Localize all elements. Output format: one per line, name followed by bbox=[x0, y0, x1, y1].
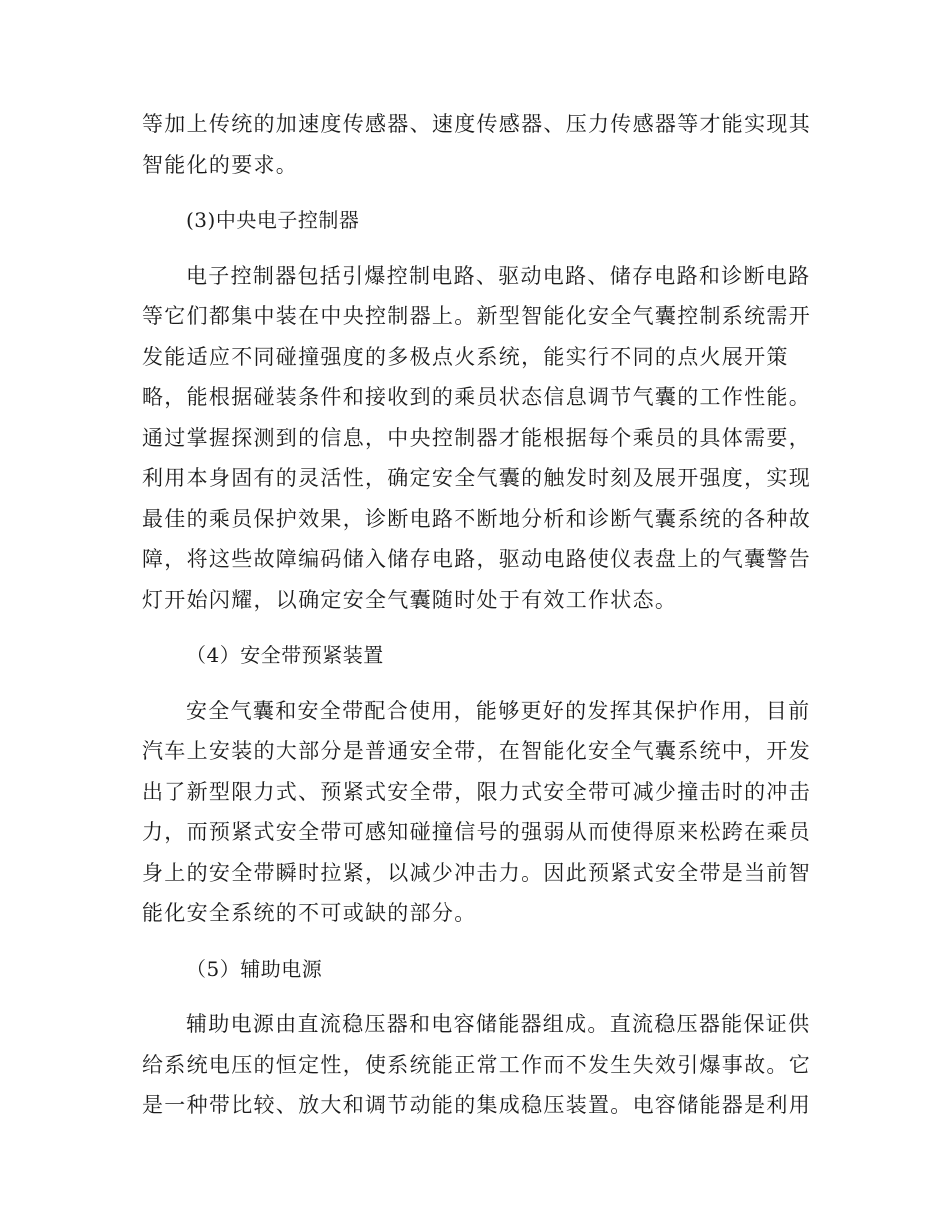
text-line: 通过掌握探测到的信息，中央控制器才能根据每个乘员的具体需要， bbox=[142, 425, 811, 450]
section-heading-4: （4）安全带预紧装置 bbox=[186, 643, 384, 667]
text-line: 汽车上安装的大部分是普通安全带，在智能化安全气囊系统中，开发 bbox=[142, 739, 811, 763]
text-line: 障，将这些故障编码储入储存电路，驱动电路使仪表盘上的气囊警告 bbox=[142, 547, 811, 571]
text-line: 最佳的乘员保护效果，诊断电路不断地分析和诊断气囊系统的各种故 bbox=[142, 506, 811, 531]
text-line: 辅助电源由直流稳压器和电容储能器组成。直流稳压器能保证供 bbox=[186, 1012, 811, 1036]
text-line: 身上的安全带瞬时拉紧，以减少冲击力。因此预紧式安全带是当前智 bbox=[142, 860, 811, 885]
text-line: 智能化的要求。 bbox=[142, 152, 299, 177]
section-heading-3: (3)中央电子控制器 bbox=[186, 208, 360, 232]
text-line: 灯开始闪耀，以确定安全气囊随时处于有效工作状态。 bbox=[142, 587, 678, 612]
text-line: 电子控制器包括引爆控制电路、驱动电路、储存电路和诊断电路 bbox=[186, 263, 811, 288]
text-line: 力，而预紧式安全带可感知碰撞信号的强弱从而使得原来松跨在乘员 bbox=[142, 820, 811, 844]
text-line: 出了新型限力式、预紧式安全带，限力式安全带可减少撞击时的冲击 bbox=[142, 779, 811, 804]
text-line: 安全气囊和安全带配合使用，能够更好的发挥其保护作用，目前 bbox=[186, 698, 811, 723]
text-line: 等加上传统的加速度传感器、速度传感器、压力传感器等才能实现其 bbox=[142, 112, 811, 136]
text-line: 等它们都集中装在中央控制器上。新型智能化安全气囊控制系统需开 bbox=[142, 304, 811, 328]
text-line: 利用本身固有的灵活性，确定安全气囊的触发时刻及展开强度，实现 bbox=[142, 466, 811, 490]
text-line: 略，能根据碰装条件和接收到的乘员状态信息调节气囊的工作性能。 bbox=[142, 385, 811, 409]
text-line: 发能适应不同碰撞强度的多极点火系统，能实行不同的点火展开策 bbox=[142, 344, 789, 369]
document-page bbox=[142, 104, 811, 1126]
text-line: 能化安全系统的不可或缺的部分。 bbox=[142, 901, 477, 925]
section-heading-5: （5）辅助电源 bbox=[186, 956, 323, 981]
text-line: 是一种带比较、放大和调节动能的集成稳压装置。电容储能器是利用 bbox=[142, 1093, 811, 1117]
text-line: 给系统电压的恒定性，使系统能正常工作而不发生失效引爆事故。它 bbox=[142, 1052, 811, 1077]
